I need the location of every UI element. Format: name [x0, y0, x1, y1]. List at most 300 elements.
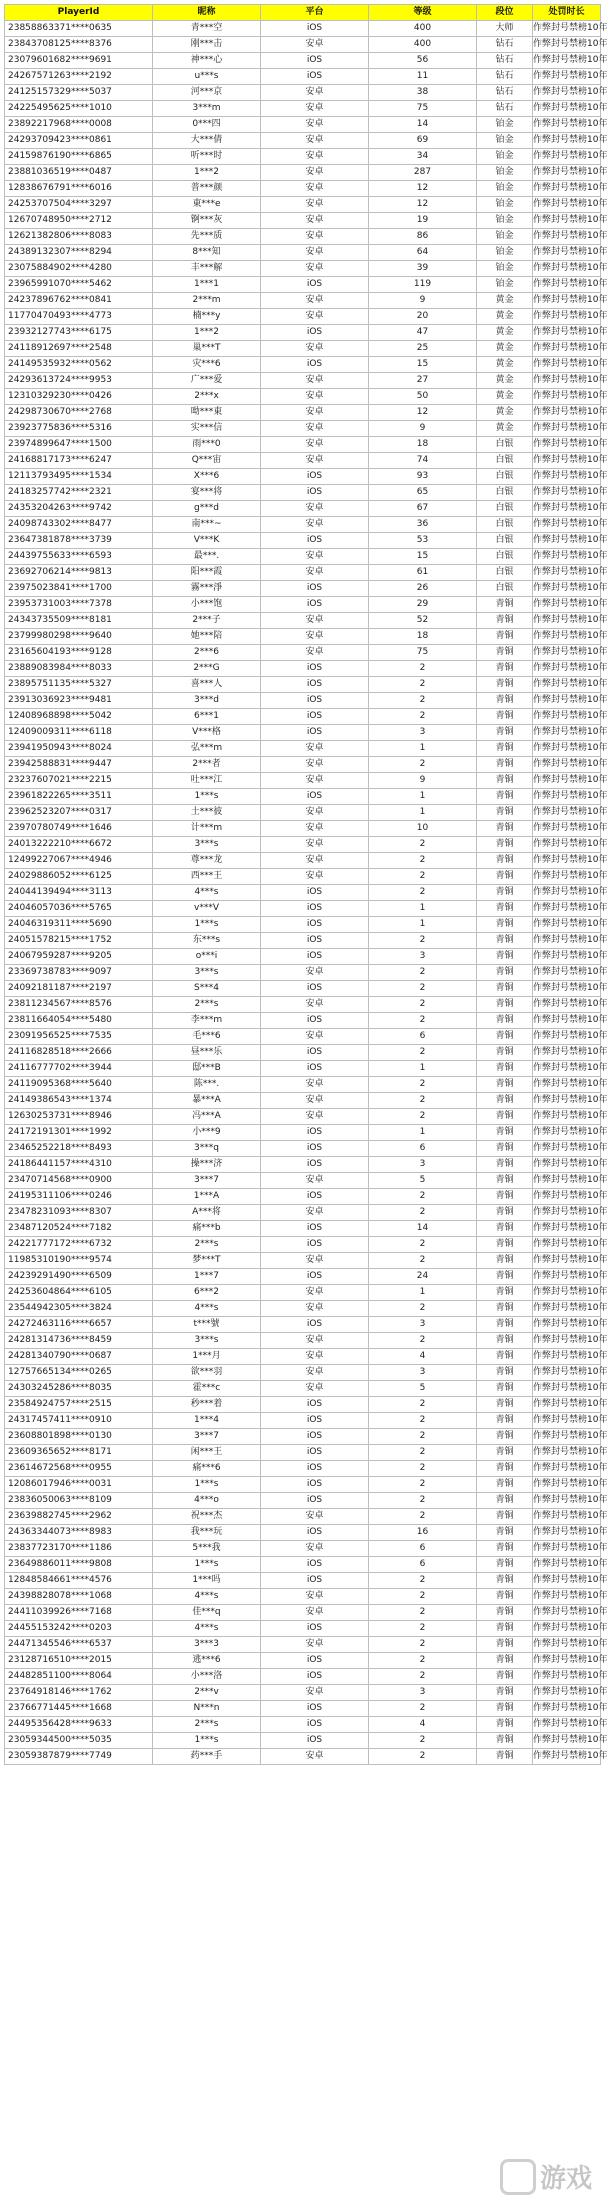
cell-nickname: 丰***解 [153, 261, 261, 277]
cell-penalty: 作弊封号禁榜10年 [533, 1013, 601, 1029]
cell-penalty: 作弊封号禁榜10年 [533, 1237, 601, 1253]
cell-platform: iOS [261, 1269, 369, 1285]
cell-nickname: 1***A [153, 1189, 261, 1205]
table-row [5, 325, 601, 341]
header-nickname: 昵称 [153, 5, 261, 21]
table-row [5, 1317, 601, 1333]
table-row [5, 789, 601, 805]
table-row [5, 1221, 601, 1237]
cell-platform: iOS [261, 277, 369, 293]
cell-rank: 黄金 [477, 421, 533, 437]
cell-rank: 青铜 [477, 773, 533, 789]
cell-player-id: 24482851100****8064 [5, 1669, 153, 1685]
cell-penalty: 作弊封号禁榜10年 [533, 485, 601, 501]
cell-rank: 钻石 [477, 85, 533, 101]
cell-penalty: 作弊封号禁榜10年 [533, 517, 601, 533]
cell-platform: 安卓 [261, 1253, 369, 1269]
table-row [5, 533, 601, 549]
cell-level: 2 [369, 1733, 477, 1749]
cell-penalty: 作弊封号禁榜10年 [533, 1317, 601, 1333]
cell-nickname: 3***d [153, 693, 261, 709]
cell-penalty: 作弊封号禁榜10年 [533, 421, 601, 437]
cell-penalty: 作弊封号禁榜10年 [533, 1269, 601, 1285]
cell-rank: 青铜 [477, 1589, 533, 1605]
cell-level: 2 [369, 1573, 477, 1589]
cell-penalty: 作弊封号禁榜10年 [533, 1669, 601, 1685]
table-row [5, 37, 601, 53]
cell-platform: 安卓 [261, 437, 369, 453]
cell-player-id: 23974899647****1500 [5, 437, 153, 453]
cell-penalty: 作弊封号禁榜10年 [533, 437, 601, 453]
cell-platform: iOS [261, 1669, 369, 1685]
cell-penalty: 作弊封号禁榜10年 [533, 85, 601, 101]
cell-player-id: 24237896762****0841 [5, 293, 153, 309]
cell-penalty: 作弊封号禁榜10年 [533, 1077, 601, 1093]
cell-penalty: 作弊封号禁榜10年 [533, 325, 601, 341]
table-row [5, 501, 601, 517]
cell-rank: 青铜 [477, 1189, 533, 1205]
table-row [5, 1605, 601, 1621]
table-row [5, 1589, 601, 1605]
cell-player-id: 24281314736****8459 [5, 1333, 153, 1349]
cell-nickname: g***d [153, 501, 261, 517]
cell-player-id: 23470714568****0900 [5, 1173, 153, 1189]
cell-penalty: 作弊封号禁榜10年 [533, 901, 601, 917]
cell-nickname: 2***G [153, 661, 261, 677]
table-row [5, 629, 601, 645]
cell-platform: iOS [261, 901, 369, 917]
cell-penalty: 作弊封号禁榜10年 [533, 1093, 601, 1109]
cell-penalty: 作弊封号禁榜10年 [533, 1445, 601, 1461]
cell-player-id: 11770470493****4773 [5, 309, 153, 325]
cell-rank: 青铜 [477, 1733, 533, 1749]
table-row [5, 917, 601, 933]
cell-platform: iOS [261, 1221, 369, 1237]
cell-player-id: 23953731003****7378 [5, 597, 153, 613]
table-row [5, 1669, 601, 1685]
cell-rank: 黄金 [477, 341, 533, 357]
cell-rank: 钻石 [477, 69, 533, 85]
cell-level: 61 [369, 565, 477, 581]
table-row [5, 1557, 601, 1573]
cell-player-id: 12408968898****5042 [5, 709, 153, 725]
table-row [5, 149, 601, 165]
cell-platform: 安卓 [261, 133, 369, 149]
cell-level: 2 [369, 1413, 477, 1429]
cell-nickname: 陈***. [153, 1077, 261, 1093]
cell-rank: 铂金 [477, 133, 533, 149]
cell-player-id: 24183257742****2321 [5, 485, 153, 501]
cell-nickname: 3***s [153, 1333, 261, 1349]
cell-nickname: 宴***将 [153, 485, 261, 501]
cell-rank: 青铜 [477, 1493, 533, 1509]
cell-penalty: 作弊封号禁榜10年 [533, 805, 601, 821]
table-row [5, 1541, 601, 1557]
cell-platform: iOS [261, 325, 369, 341]
cell-platform: 安卓 [261, 1077, 369, 1093]
cell-level: 12 [369, 197, 477, 213]
cell-player-id: 24293709423****0861 [5, 133, 153, 149]
cell-penalty: 作弊封号禁榜10年 [533, 293, 601, 309]
cell-rank: 白银 [477, 469, 533, 485]
table-row [5, 1733, 601, 1749]
cell-rank: 青铜 [477, 981, 533, 997]
cell-level: 2 [369, 661, 477, 677]
cell-rank: 青铜 [477, 837, 533, 853]
cell-nickname: 李***m [153, 1013, 261, 1029]
cell-platform: 安卓 [261, 1205, 369, 1221]
cell-platform: 安卓 [261, 1637, 369, 1653]
cell-rank: 铂金 [477, 117, 533, 133]
cell-penalty: 作弊封号禁榜10年 [533, 981, 601, 997]
cell-nickname: 逃***6 [153, 1653, 261, 1669]
cell-nickname: 灾***6 [153, 357, 261, 373]
cell-platform: 安卓 [261, 837, 369, 853]
table-row [5, 1061, 601, 1077]
table-row [5, 1365, 601, 1381]
cell-rank: 青铜 [477, 1669, 533, 1685]
cell-platform: 安卓 [261, 805, 369, 821]
cell-platform: iOS [261, 1477, 369, 1493]
cell-level: 6 [369, 1541, 477, 1557]
table-row [5, 1125, 601, 1141]
cell-level: 50 [369, 389, 477, 405]
cell-level: 2 [369, 1669, 477, 1685]
cell-rank: 青铜 [477, 1029, 533, 1045]
table-row [5, 1717, 601, 1733]
table-row [5, 645, 601, 661]
cell-level: 2 [369, 1429, 477, 1445]
ban-list-table [4, 4, 607, 1765]
table-row [5, 773, 601, 789]
cell-penalty: 作弊封号禁榜10年 [533, 1749, 601, 1765]
cell-level: 75 [369, 101, 477, 117]
cell-platform: 安卓 [261, 101, 369, 117]
cell-rank: 黄金 [477, 309, 533, 325]
cell-rank: 青铜 [477, 821, 533, 837]
cell-penalty: 作弊封号禁榜10年 [533, 997, 601, 1013]
cell-player-id: 24149386543****1374 [5, 1093, 153, 1109]
cell-penalty: 作弊封号禁榜10年 [533, 1653, 601, 1669]
table-row [5, 1157, 601, 1173]
cell-rank: 青铜 [477, 597, 533, 613]
cell-penalty: 作弊封号禁榜10年 [533, 1557, 601, 1573]
cell-penalty: 作弊封号禁榜10年 [533, 1525, 601, 1541]
cell-level: 2 [369, 1013, 477, 1029]
cell-platform: 安卓 [261, 453, 369, 469]
cell-level: 2 [369, 1701, 477, 1717]
cell-platform: iOS [261, 1493, 369, 1509]
cell-nickname: 1***s [153, 1477, 261, 1493]
cell-rank: 青铜 [477, 629, 533, 645]
table-row [5, 837, 601, 853]
cell-player-id: 23961822265****3511 [5, 789, 153, 805]
table-row [5, 709, 601, 725]
table-row [5, 165, 601, 181]
cell-nickname: 2***x [153, 389, 261, 405]
cell-nickname: 2***子 [153, 613, 261, 629]
cell-level: 2 [369, 1637, 477, 1653]
cell-penalty: 作弊封号禁榜10年 [533, 773, 601, 789]
cell-rank: 青铜 [477, 805, 533, 821]
cell-nickname: 2***s [153, 1717, 261, 1733]
cell-level: 2 [369, 853, 477, 869]
cell-rank: 青铜 [477, 741, 533, 757]
cell-platform: iOS [261, 917, 369, 933]
cell-player-id: 24116777702****3944 [5, 1061, 153, 1077]
table-row [5, 1525, 601, 1541]
cell-penalty: 作弊封号禁榜10年 [533, 581, 601, 597]
cell-penalty: 作弊封号禁榜10年 [533, 741, 601, 757]
cell-nickname: 4***o [153, 1493, 261, 1509]
cell-nickname: 小***洛 [153, 1669, 261, 1685]
cell-level: 69 [369, 133, 477, 149]
table-row [5, 437, 601, 453]
cell-platform: 安卓 [261, 1605, 369, 1621]
cell-platform: iOS [261, 885, 369, 901]
cell-platform: 安卓 [261, 821, 369, 837]
cell-penalty: 作弊封号禁榜10年 [533, 757, 601, 773]
cell-level: 2 [369, 1461, 477, 1477]
cell-nickname: 2***s [153, 1237, 261, 1253]
cell-nickname: Q***宙 [153, 453, 261, 469]
cell-rank: 铂金 [477, 213, 533, 229]
table-row [5, 757, 601, 773]
cell-nickname: 1***7 [153, 1269, 261, 1285]
table-row [5, 997, 601, 1013]
cell-rank: 青铜 [477, 933, 533, 949]
cell-penalty: 作弊封号禁榜10年 [533, 565, 601, 581]
cell-rank: 青铜 [477, 1365, 533, 1381]
cell-penalty: 作弊封号禁榜10年 [533, 341, 601, 357]
cell-player-id: 23975023841****1700 [5, 581, 153, 597]
cell-platform: iOS [261, 1621, 369, 1637]
cell-platform: 安卓 [261, 197, 369, 213]
cell-player-id: 24116828518****2666 [5, 1045, 153, 1061]
cell-rank: 铂金 [477, 197, 533, 213]
cell-platform: 安卓 [261, 1381, 369, 1397]
cell-rank: 青铜 [477, 1749, 533, 1765]
cell-nickname: t***號 [153, 1317, 261, 1333]
cell-penalty: 作弊封号禁榜10年 [533, 661, 601, 677]
cell-platform: iOS [261, 597, 369, 613]
cell-nickname: 6***1 [153, 709, 261, 725]
cell-level: 2 [369, 1605, 477, 1621]
cell-rank: 青铜 [477, 1541, 533, 1557]
cell-player-id: 23091956525****7535 [5, 1029, 153, 1045]
cell-nickname: 佳***q [153, 1605, 261, 1621]
cell-penalty: 作弊封号禁榜10年 [533, 1621, 601, 1637]
cell-rank: 青铜 [477, 789, 533, 805]
cell-level: 20 [369, 309, 477, 325]
cell-level: 1 [369, 741, 477, 757]
cell-rank: 青铜 [477, 1461, 533, 1477]
cell-player-id: 23836050063****8109 [5, 1493, 153, 1509]
cell-platform: iOS [261, 53, 369, 69]
cell-level: 18 [369, 437, 477, 453]
cell-player-id: 23609365652****8171 [5, 1445, 153, 1461]
cell-platform: 安卓 [261, 741, 369, 757]
cell-rank: 青铜 [477, 1013, 533, 1029]
cell-nickname: 1***吗 [153, 1573, 261, 1589]
cell-level: 5 [369, 1173, 477, 1189]
cell-level: 2 [369, 1237, 477, 1253]
cell-nickname: X***6 [153, 469, 261, 485]
cell-nickname: 闲***王 [153, 1445, 261, 1461]
cell-platform: 安卓 [261, 1173, 369, 1189]
cell-rank: 青铜 [477, 1477, 533, 1493]
cell-level: 2 [369, 933, 477, 949]
cell-nickname: 5***我 [153, 1541, 261, 1557]
cell-rank: 铂金 [477, 277, 533, 293]
cell-penalty: 作弊封号禁榜10年 [533, 277, 601, 293]
cell-nickname: u***s [153, 69, 261, 85]
table-row [5, 1013, 601, 1029]
cell-platform: iOS [261, 1125, 369, 1141]
cell-platform: iOS [261, 1061, 369, 1077]
cell-nickname: 1***s [153, 1557, 261, 1573]
cell-nickname: 霧***淨 [153, 581, 261, 597]
cell-rank: 青铜 [477, 853, 533, 869]
table-row [5, 117, 601, 133]
cell-level: 2 [369, 1093, 477, 1109]
cell-rank: 青铜 [477, 917, 533, 933]
cell-penalty: 作弊封号禁榜10年 [533, 101, 601, 117]
cell-nickname: 锕***灰 [153, 213, 261, 229]
cell-platform: iOS [261, 1573, 369, 1589]
cell-player-id: 24067959287****9205 [5, 949, 153, 965]
cell-player-id: 23858863371****0635 [5, 21, 153, 37]
cell-penalty: 作弊封号禁榜10年 [533, 645, 601, 661]
cell-rank: 大师 [477, 21, 533, 37]
cell-penalty: 作弊封号禁榜10年 [533, 1029, 601, 1045]
cell-player-id: 24281340790****0687 [5, 1349, 153, 1365]
cell-level: 2 [369, 1333, 477, 1349]
cell-player-id: 12113793495****1534 [5, 469, 153, 485]
cell-level: 3 [369, 1365, 477, 1381]
table-row [5, 661, 601, 677]
cell-rank: 青铜 [477, 725, 533, 741]
table-row [5, 421, 601, 437]
cell-platform: 安卓 [261, 853, 369, 869]
cell-penalty: 作弊封号禁榜10年 [533, 677, 601, 693]
cell-player-id: 24051578215****1752 [5, 933, 153, 949]
cell-platform: iOS [261, 69, 369, 85]
cell-platform: iOS [261, 1045, 369, 1061]
cell-penalty: 作弊封号禁榜10年 [533, 181, 601, 197]
cell-penalty: 作弊封号禁榜10年 [533, 789, 601, 805]
cell-player-id: 24411039926****7168 [5, 1605, 153, 1621]
cell-platform: 安卓 [261, 389, 369, 405]
table-row [5, 565, 601, 581]
cell-player-id: 12838676791****6016 [5, 181, 153, 197]
cell-player-id: 24343735509****8181 [5, 613, 153, 629]
cell-platform: iOS [261, 1701, 369, 1717]
cell-platform: iOS [261, 789, 369, 805]
table-row [5, 1029, 601, 1045]
cell-level: 3 [369, 949, 477, 965]
cell-level: 2 [369, 1077, 477, 1093]
cell-rank: 青铜 [477, 869, 533, 885]
cell-penalty: 作弊封号禁榜10年 [533, 69, 601, 85]
cell-penalty: 作弊封号禁榜10年 [533, 533, 601, 549]
cell-rank: 青铜 [477, 1317, 533, 1333]
table-row [5, 1237, 601, 1253]
cell-nickname: 毛***6 [153, 1029, 261, 1045]
cell-rank: 青铜 [477, 1413, 533, 1429]
cell-penalty: 作弊封号禁榜10年 [533, 597, 601, 613]
cell-player-id: 24363344073****8983 [5, 1525, 153, 1541]
cell-rank: 青铜 [477, 901, 533, 917]
cell-player-id: 23764918146****1762 [5, 1685, 153, 1701]
cell-player-id: 23059344500****5035 [5, 1733, 153, 1749]
cell-penalty: 作弊封号禁榜10年 [533, 357, 601, 373]
cell-level: 5 [369, 1381, 477, 1397]
table-row [5, 1477, 601, 1493]
cell-level: 400 [369, 21, 477, 37]
cell-penalty: 作弊封号禁榜10年 [533, 613, 601, 629]
cell-rank: 青铜 [477, 757, 533, 773]
cell-rank: 铂金 [477, 245, 533, 261]
cell-penalty: 作弊封号禁榜10年 [533, 1541, 601, 1557]
header-level: 等级 [369, 5, 477, 21]
table-row [5, 1653, 601, 1669]
cell-level: 15 [369, 549, 477, 565]
cell-player-id: 23881036519****0487 [5, 165, 153, 181]
cell-rank: 青铜 [477, 1717, 533, 1733]
cell-penalty: 作弊封号禁榜10年 [533, 1637, 601, 1653]
table-row [5, 357, 601, 373]
cell-level: 4 [369, 1717, 477, 1733]
cell-platform: 安卓 [261, 501, 369, 517]
cell-player-id: 24159876190****6865 [5, 149, 153, 165]
cell-level: 6 [369, 1141, 477, 1157]
cell-penalty: 作弊封号禁榜10年 [533, 949, 601, 965]
cell-nickname: 我***玩 [153, 1525, 261, 1541]
table-row [5, 1301, 601, 1317]
table-row [5, 485, 601, 501]
cell-player-id: 23075884902****4280 [5, 261, 153, 277]
cell-platform: 安卓 [261, 1301, 369, 1317]
cell-level: 3 [369, 725, 477, 741]
cell-penalty: 作弊封号禁榜10年 [533, 453, 601, 469]
cell-level: 287 [369, 165, 477, 181]
cell-rank: 青铜 [477, 1045, 533, 1061]
cell-platform: 安卓 [261, 565, 369, 581]
cell-level: 1 [369, 1125, 477, 1141]
table-row [5, 1573, 601, 1589]
table-row [5, 277, 601, 293]
cell-platform: iOS [261, 485, 369, 501]
cell-player-id: 23544942305****3824 [5, 1301, 153, 1317]
cell-nickname: A***将 [153, 1205, 261, 1221]
cell-rank: 白银 [477, 517, 533, 533]
table-row [5, 1045, 601, 1061]
cell-nickname: 東***e [153, 197, 261, 213]
table-row [5, 469, 601, 485]
cell-level: 2 [369, 693, 477, 709]
cell-level: 25 [369, 341, 477, 357]
cell-nickname: 2***6 [153, 645, 261, 661]
cell-level: 2 [369, 757, 477, 773]
cell-penalty: 作弊封号禁榜10年 [533, 1125, 601, 1141]
cell-player-id: 24098743302****8477 [5, 517, 153, 533]
cell-player-id: 23369738783****9097 [5, 965, 153, 981]
cell-penalty: 作弊封号禁榜10年 [533, 117, 601, 133]
cell-penalty: 作弊封号禁榜10年 [533, 1349, 601, 1365]
cell-level: 74 [369, 453, 477, 469]
cell-player-id: 23237607021****2215 [5, 773, 153, 789]
